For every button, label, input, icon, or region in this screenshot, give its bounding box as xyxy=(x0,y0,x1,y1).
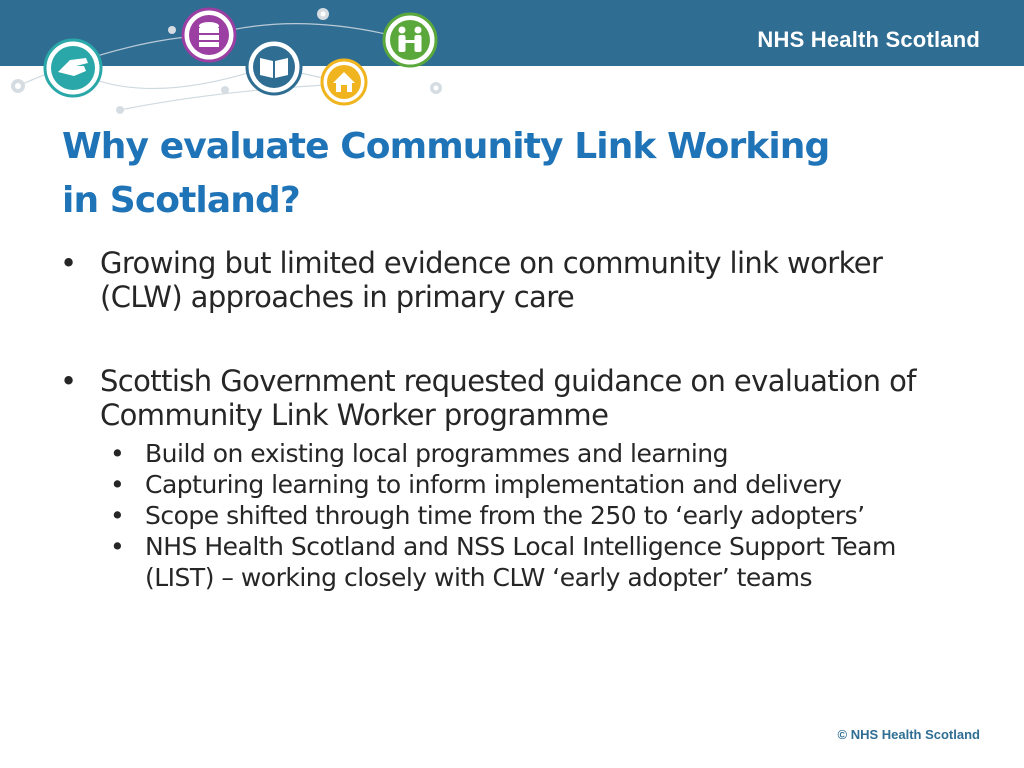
hand-icon xyxy=(45,40,101,96)
sub-bullet-item xyxy=(60,438,970,469)
bullet-list xyxy=(60,246,970,593)
family-icon xyxy=(384,14,436,66)
bullet-dot: • xyxy=(110,470,125,499)
sub-bullet-item xyxy=(60,469,970,500)
book-icon xyxy=(247,40,301,94)
slide-title-line-2: in Scotland? xyxy=(62,180,300,221)
brand-logo-text: NHS Health Scotland xyxy=(757,27,980,52)
house-icon xyxy=(322,60,366,104)
bullet-dot: • xyxy=(110,501,125,530)
coins-icon xyxy=(183,9,235,61)
slide-title-line-1: Why evaluate Community Link Working xyxy=(62,126,830,167)
bullet-item xyxy=(60,246,970,314)
bullet-item xyxy=(60,364,970,432)
sub-bullet-text: NHS Health Scotland and NSS Local Intelligence Support Team (LIST) – working closely with CLW ‘early adopter’ teams xyxy=(145,532,896,592)
sub-bullet-text: Capturing learning to inform implementation and delivery xyxy=(145,470,842,499)
bullet-text: Scottish Government requested guidance on evaluation of Community Link Worker programme xyxy=(100,364,916,432)
bullet-dot: • xyxy=(60,246,77,280)
sub-bullet-text: Scope shifted through time from the 250 to ‘early adopters’ xyxy=(145,501,865,530)
spacer xyxy=(60,314,970,364)
bullet-dot: • xyxy=(60,364,77,398)
bullet-dot: • xyxy=(110,532,125,561)
sub-bullet-item xyxy=(60,531,970,593)
slide-title xyxy=(62,120,942,228)
sub-bullet-item xyxy=(60,500,970,531)
bullet-dot: • xyxy=(110,439,125,468)
copyright-notice: © NHS Health Scotland xyxy=(837,727,980,742)
sub-bullet-text: Build on existing local programmes and learning xyxy=(145,439,728,468)
bullet-text: Growing but limited evidence on community link worker (CLW) approaches in primary care xyxy=(100,246,883,314)
header-decoration xyxy=(0,0,470,120)
